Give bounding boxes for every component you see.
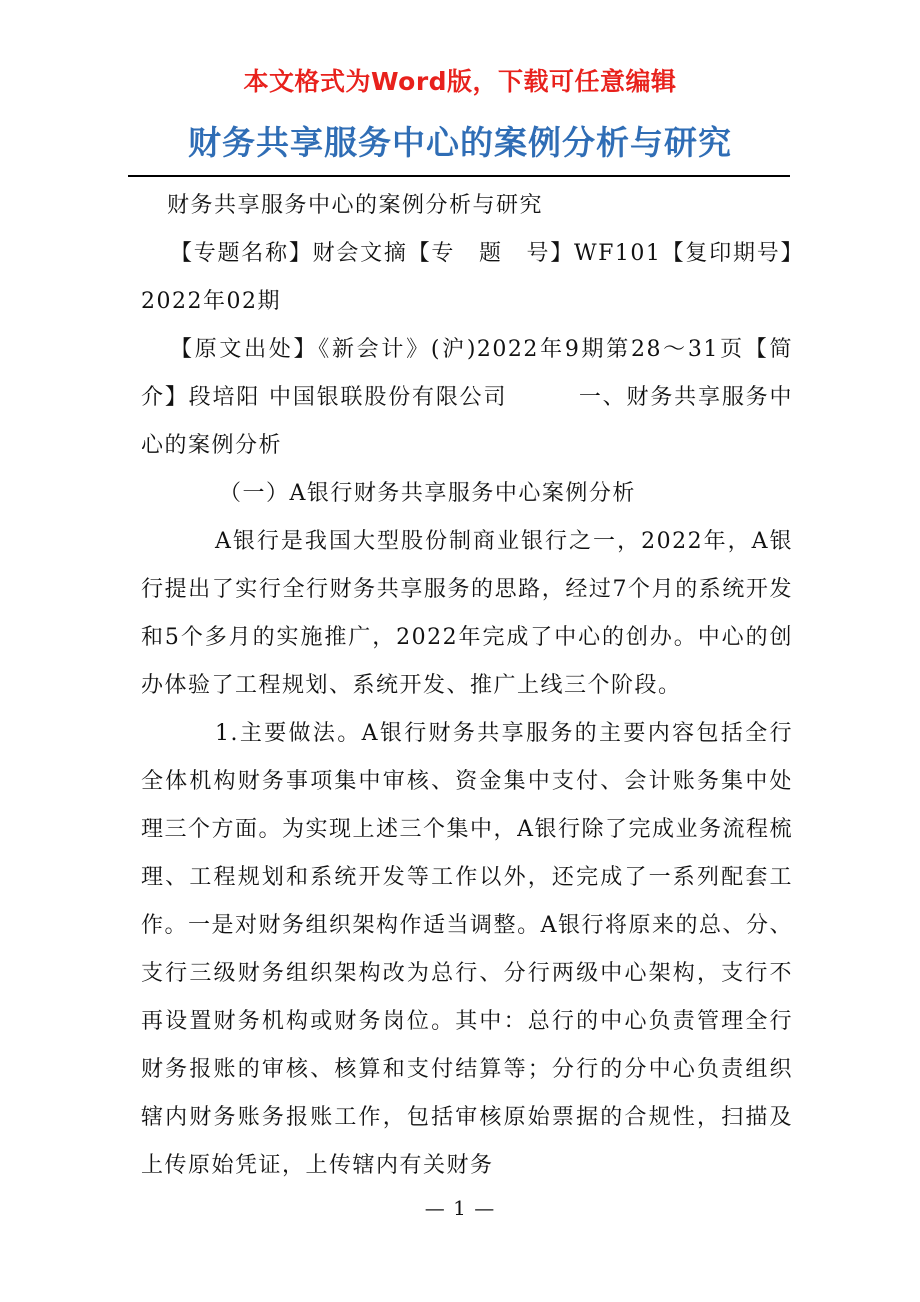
document-body [141, 182, 793, 1190]
title-divider [128, 175, 790, 177]
source-metadata: 【原文出处】《新会计》(沪)2022年9期第28～31页【简介】段培阳 中国银联股份有限公司 一、财务共享服务中心的案例分析 [141, 337, 793, 458]
topic-metadata: 【专题名称】财会文摘【专 题 号】WF101【复印期号】2022年02期 [141, 241, 793, 314]
download-notice-banner: 本文格式为Word版，下载可任意编辑 [243, 67, 677, 96]
section-heading: （一）A银行财务共享服务中心案例分析 [219, 481, 636, 506]
paragraph: A银行是我国大型股份制商业银行之一，2022年，A银行提出了实行全行财务共享服务的思路，经过7个月的系统开发和5个多月的实施推广，2022年完成了中心的创办。中心的创办体验了工程规划、系统开发、推广上线三个阶段。 [141, 529, 793, 698]
article-title-line: 财务共享服务中心的案例分析与研究 [167, 193, 544, 218]
page-number: — 1 — [424, 1196, 496, 1220]
document-title: 财务共享服务中心的案例分析与研究 [188, 123, 732, 162]
paragraph: 1.主要做法。A银行财务共享服务的主要内容包括全行全体机构财务事项集中审核、资金集中支付、会计账务集中处理三个方面。为实现上述三个集中，A银行除了完成业务流程梳理、工程规划和系统开发等工作以外，还完成了一系列配套工作。一是对财务组织架构作适当调整。A银行将原来的总、分、支行三级财务组织架构改为总行、分行两级中心架构，支行不再设置财务机构或财务岗位。其中：总行的中心负责管理全行财务报账的审核、核算和支付结算等；分行的分中心负责组织辖内财务账务报账工作，包括审核原始票据的合规性，扫描及上传原始凭证，上传辖内有关财务 [141, 721, 793, 1178]
